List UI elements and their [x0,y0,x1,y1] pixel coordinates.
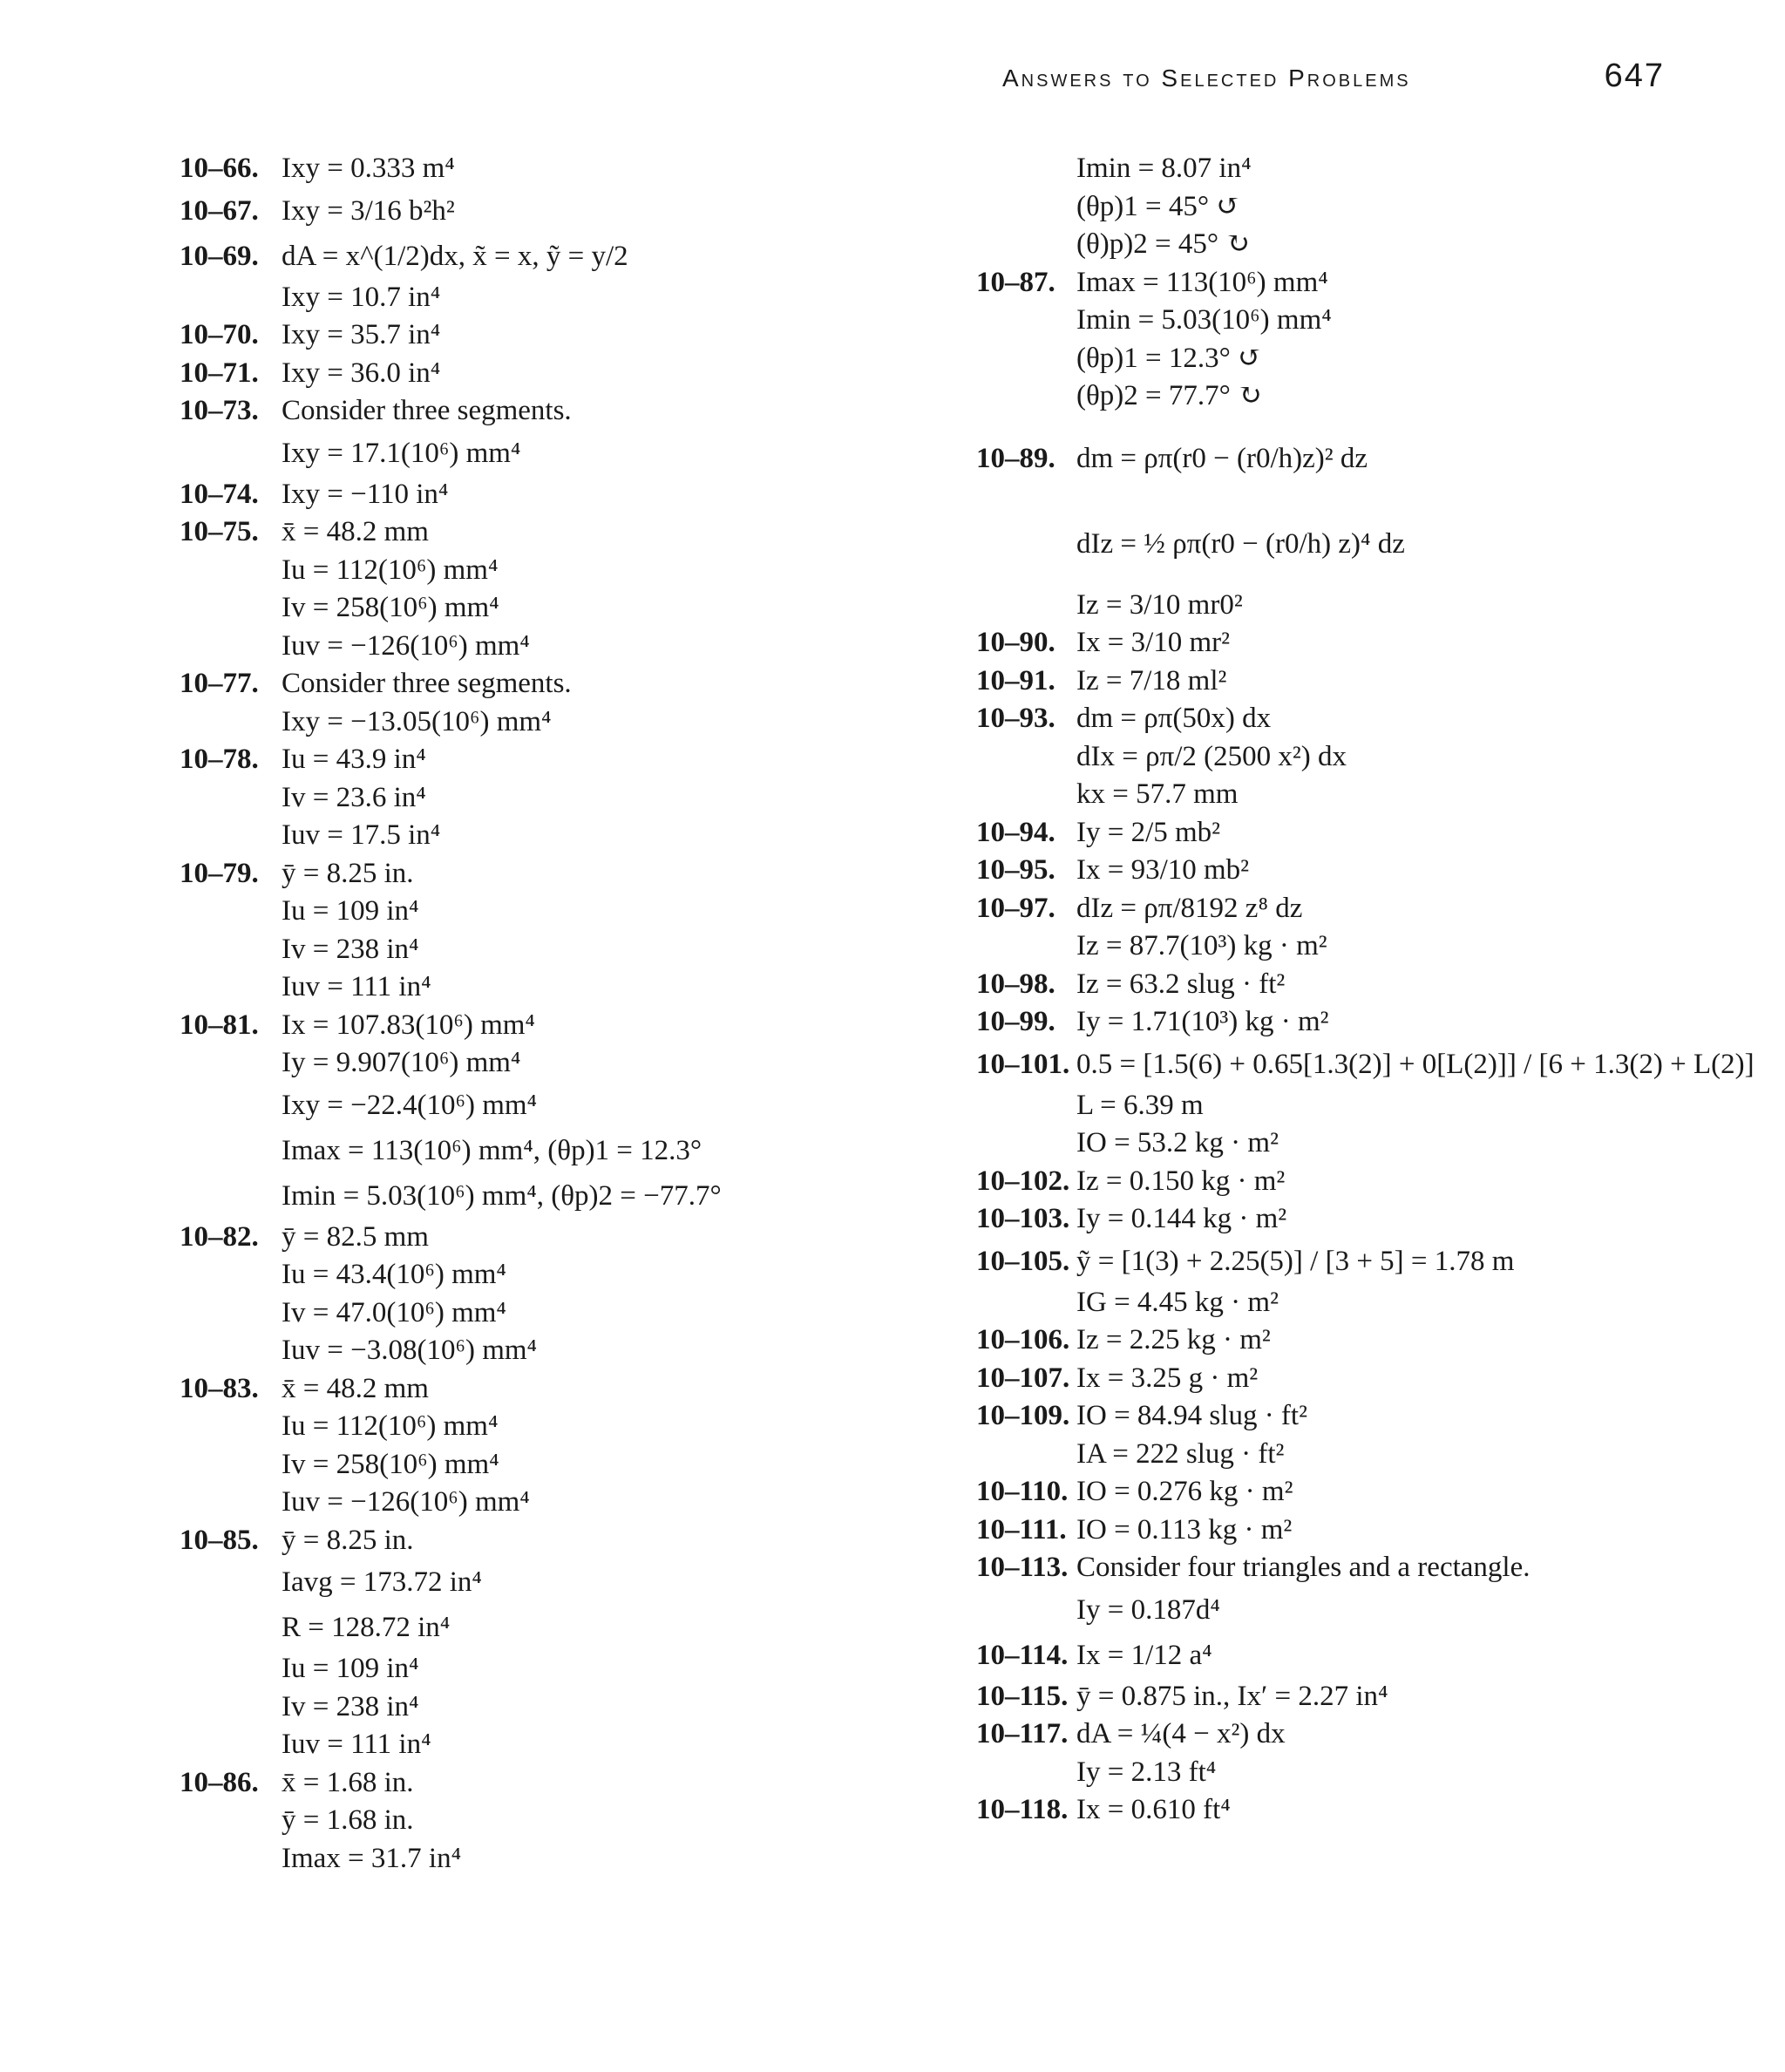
answer-row [976,1042,1761,1087]
answer-expression: Ixy = 10.7 in⁴ [282,281,441,313]
problem-number: 10–90. [976,627,1055,658]
answer-row [180,1802,964,1840]
answer-expression: Consider four triangles and a rectangle. [1076,1552,1530,1583]
answer-expression: Iuv = 111 in⁴ [282,971,431,1002]
answer-expression: Imax = 113(10⁶) mm⁴, (θp)1 = 12.3° [282,1134,702,1166]
answer-row [976,1715,1761,1754]
answer-row [976,1791,1761,1830]
answer-row [976,1473,1761,1512]
problem-number: 10–75. [180,516,259,547]
answer-row [180,476,964,514]
answer-expression: dm = ρπ(50x) dx [1076,703,1272,734]
problem-number: 10–87. [976,266,1055,298]
answer-expression: Consider three segments. [282,395,572,426]
problem-number: 10–111. [976,1513,1067,1546]
answer-row [976,624,1761,662]
answer-expression: Iuv = −3.08(10⁶) mm⁴ [282,1335,538,1366]
problem-number: 10–73. [180,395,259,426]
answer-row [976,1003,1761,1042]
problem-number: 10–86. [180,1766,259,1798]
problem-number: 10–110. [976,1476,1069,1507]
answer-expression: Consider three segments. [282,668,572,699]
answer-row [180,1219,964,1257]
problem-number: 10–81. [180,1009,259,1041]
answer-expression: dm = ρπ(r0 − (r0/h)z)² dz [1076,442,1368,474]
answer-expression: Iz = 63.2 slug · ft² [1076,968,1286,1000]
answer-row [976,1587,1761,1633]
answer-row [976,264,1761,302]
answer-expression: Iy = 1.71(10³) kg · m² [1076,1006,1329,1037]
problem-number: 10–109. [976,1400,1070,1431]
answer-expression: Iz = 3/10 mr0² [1076,588,1243,621]
answer-expression: Iu = 109 in⁴ [282,1653,419,1684]
answer-row [976,416,1761,501]
problem-number: 10–77. [180,668,259,699]
answer-row [180,1044,964,1083]
answer-row [180,188,964,234]
answer-row [976,738,1761,777]
answer-row [976,1124,1761,1163]
answer-expression: Ixy = −110 in⁴ [282,478,449,510]
answer-expression: (θ)p)2 = 45° ↻ [1076,228,1250,260]
answer-expression: x̄ = 48.2 mm [282,1372,429,1404]
answer-row [180,703,964,742]
problem-number: 10–114. [976,1639,1069,1671]
answer-expression: Imin = 5.03(10⁶) mm⁴ [1076,304,1332,336]
answer-row [976,302,1761,340]
problem-number: 10–83. [180,1372,259,1404]
answer-expression: Iv = 238 in⁴ [282,933,419,965]
answer-expression: Ixy = 3/16 b²h² [282,194,455,227]
answer-row [180,968,964,1007]
answer-expression: Ixy = 17.1(10⁶) mm⁴ [282,437,521,469]
problem-number: 10–93. [976,703,1055,734]
problem-number: 10–117. [976,1718,1069,1749]
answer-expression: Ixy = 35.7 in⁴ [282,319,441,350]
answer-expression: ȳ = 1.68 in. [282,1804,414,1836]
answer-expression: IO = 84.94 slug · ft² [1076,1400,1307,1431]
answer-expression: Iu = 109 in⁴ [282,895,419,927]
answer-expression: dIz = ρπ/8192 z⁸ dz [1076,892,1303,924]
answer-row [976,662,1761,701]
answer-expression: Iv = 23.6 in⁴ [282,781,426,813]
problem-number: 10–102. [976,1165,1070,1197]
problem-number: 10–107. [976,1362,1070,1394]
answer-expression: dA = ¼(4 − x²) dx [1076,1718,1286,1749]
answer-expression: dA = x^(1/2)dx, x̃ = x, ỹ = y/2 [282,240,628,272]
answer-expression: Iv = 238 in⁴ [282,1690,419,1722]
answer-row [180,931,964,969]
answer-expression: IO = 0.113 kg · m² [1076,1513,1293,1546]
answer-expression: Imax = 31.7 in⁴ [282,1842,462,1874]
answer-expression: Ix = 1/12 a⁴ [1076,1639,1212,1671]
answer-row [180,234,964,279]
answer-expression: Iv = 258(10⁶) mm⁴ [282,592,499,623]
answer-row [976,188,1761,227]
running-head [1002,58,1665,101]
problem-number: 10–74. [180,478,259,510]
answer-row [976,1360,1761,1398]
answer-row [976,890,1761,928]
answer-expression: Imin = 8.07 in⁴ [1076,153,1252,184]
answer-expression: Iv = 47.0(10⁶) mm⁴ [282,1296,506,1328]
answer-expression: Iu = 112(10⁶) mm⁴ [282,1410,499,1442]
answer-row [976,1163,1761,1201]
answer-expression: Iz = 2.25 kg · m² [1076,1324,1271,1355]
answer-row [976,1200,1761,1239]
answer-expression: Imin = 5.03(10⁶) mm⁴, (θp)2 = −77.7° [282,1179,722,1212]
answer-row [180,817,964,855]
answer-row [976,814,1761,853]
answer-expression: (θp)1 = 45° ↺ [1076,190,1240,222]
answer-row [976,1239,1761,1284]
answer-row [180,1522,964,1560]
problem-number: 10–118. [976,1794,1069,1825]
answer-row [976,852,1761,890]
answer-expression: IA = 222 slug · ft² [1076,1437,1285,1470]
answer-row [180,316,964,355]
answer-expression: IG = 4.45 kg · m² [1076,1286,1279,1318]
answer-expression: Iu = 112(10⁶) mm⁴ [282,554,499,586]
answer-expression: dIz = ½ ρπ(r0 − (r0/h) z)⁴ dz [1076,527,1405,560]
answers-left-column [180,150,964,1878]
answer-expression: (θp)1 = 12.3° ↺ [1076,342,1262,374]
problem-number: 10–101. [976,1048,1070,1080]
answer-row [180,1764,964,1803]
answer-expression: Iavg = 173.72 in⁴ [282,1566,482,1598]
answer-expression: ȳ = 8.25 in. [282,1524,414,1556]
answer-row [180,355,964,393]
answer-row [180,513,964,552]
answer-expression: Iy = 2/5 mb² [1076,816,1221,848]
answer-expression: Ixy = 0.333 m⁴ [282,153,455,184]
problem-number: 10–69. [180,240,259,272]
answer-row [976,150,1761,188]
answer-row [180,1840,964,1878]
answer-row [180,589,964,628]
answer-expression: Iz = 7/18 ml² [1076,664,1227,696]
answer-row [180,1726,964,1764]
answer-expression: Ixy = −22.4(10⁶) mm⁴ [282,1089,538,1121]
answer-expression: Iuv = 17.5 in⁴ [282,819,441,851]
answer-row [976,377,1761,416]
answer-row [180,779,964,818]
running-head-title: Answers to Selected Problems [1002,65,1411,92]
answer-row [180,665,964,703]
problem-number: 10–98. [976,968,1055,1000]
answer-expression: Iu = 43.4(10⁶) mm⁴ [282,1259,506,1290]
answer-expression: Iz = 87.7(10³) kg · m² [1076,930,1327,961]
problem-number: 10–89. [976,442,1055,474]
answer-row [976,1321,1761,1360]
answer-row [180,1332,964,1370]
answer-row [976,1284,1761,1322]
answer-expression: ȳ = 8.25 in. [282,857,414,889]
answer-row [180,1173,964,1219]
answer-row [180,1370,964,1409]
answer-expression: Iuv = −126(10⁶) mm⁴ [282,629,530,662]
answer-expression: Imax = 113(10⁶) mm⁴ [1076,266,1328,298]
answer-expression: IO = 53.2 kg · m² [1076,1127,1279,1158]
answer-expression: Ix = 93/10 mb² [1076,854,1250,886]
problem-number: 10–78. [180,744,259,775]
answer-row [180,1256,964,1294]
answer-expression: Ix = 3/10 mr² [1076,627,1231,658]
answer-expression: Ix = 0.610 ft⁴ [1076,1794,1231,1825]
problem-number: 10–97. [976,892,1055,924]
answer-row [976,966,1761,1004]
answer-row [976,1549,1761,1587]
problem-number: 10–106. [976,1324,1070,1355]
answer-row [976,1397,1761,1436]
answer-expression: R = 128.72 in⁴ [282,1612,451,1643]
problem-number: 10–103. [976,1203,1070,1234]
problem-number: 10–82. [180,1220,259,1253]
problem-number: 10–94. [976,816,1055,848]
problem-number: 10–99. [976,1006,1055,1037]
problem-number: 10–85. [180,1524,259,1556]
answer-row [180,552,964,590]
answer-expression: Iz = 0.150 kg · m² [1076,1165,1286,1197]
answer-row [180,1605,964,1650]
problem-number: 10–95. [976,854,1055,886]
answer-expression: Iy = 9.907(10⁶) mm⁴ [282,1047,521,1078]
problem-number: 10–70. [180,319,259,350]
answer-row [976,1436,1761,1474]
answer-expression: L = 6.39 m [1076,1089,1204,1121]
answer-expression: Iv = 258(10⁶) mm⁴ [282,1448,499,1480]
answer-row [976,776,1761,814]
answer-expression: Iy = 0.144 kg · m² [1076,1203,1287,1234]
answer-row [180,431,964,476]
answer-expression: x̄ = 1.68 in. [282,1766,414,1798]
answer-row [180,741,964,779]
answer-row [180,628,964,666]
answer-row [976,501,1761,587]
page-number: 647 [1604,58,1665,94]
answer-row [976,587,1761,625]
answer-expression: Ixy = −13.05(10⁶) mm⁴ [282,705,552,737]
problem-number: 10–91. [976,664,1055,696]
answer-expression: ỹ = [1(3) + 2.25(5)] / [3 + 5] = 1.78 m [1076,1245,1515,1277]
answer-expression: dIx = ρπ/2 (2500 x²) dx [1076,740,1347,772]
answer-row [180,1408,964,1446]
answer-row [976,700,1761,738]
answer-row [976,1678,1761,1716]
problem-number: 10–71. [180,357,259,389]
answer-expression: x̄ = 48.2 mm [282,516,429,547]
answer-expression: ȳ = 82.5 mm [282,1220,429,1253]
answer-expression: Ixy = 36.0 in⁴ [282,357,441,389]
answer-expression: IO = 0.276 kg · m² [1076,1476,1293,1507]
answer-row [180,1688,964,1727]
answer-row [180,392,964,431]
answer-expression: Iuv = −126(10⁶) mm⁴ [282,1486,530,1518]
answer-row [180,1007,964,1045]
problem-number: 10–67. [180,194,259,227]
answer-row [976,1633,1761,1678]
answer-expression: Iu = 43.9 in⁴ [282,744,426,775]
answer-row [976,1087,1761,1125]
problem-number: 10–115. [976,1680,1069,1712]
answer-expression: ȳ = 0.875 in., Ix′ = 2.27 in⁴ [1076,1680,1388,1712]
answer-row [180,1446,964,1484]
answers-right-column [976,150,1761,1830]
problem-number: 10–66. [180,153,259,184]
answer-row [180,1083,964,1128]
answer-expression: 0.5 = [1.5(6) + 0.65[1.3(2)] + 0[L(2)]] / [6 + 1.3(2) + L(2)] [1076,1048,1754,1080]
answer-expression: Iuv = 111 in⁴ [282,1729,431,1760]
answer-expression: kx = 57.7 mm [1076,778,1239,810]
problem-number: 10–113. [976,1552,1069,1583]
answer-row [180,855,964,893]
answer-expression: Ix = 3.25 g · m² [1076,1362,1259,1394]
answer-row [976,226,1761,264]
answer-row [180,1559,964,1605]
answer-row [976,1512,1761,1550]
answer-row [180,279,964,317]
answer-row [976,1754,1761,1792]
problem-number: 10–79. [180,857,259,889]
answer-expression: Ix = 107.83(10⁶) mm⁴ [282,1009,535,1041]
answer-expression: Iy = 0.187d⁴ [1076,1593,1220,1626]
answer-row [180,893,964,931]
answer-row [976,927,1761,966]
answer-row [180,1484,964,1522]
answer-row [180,150,964,188]
answer-expression: (θp)2 = 77.7° ↻ [1076,380,1262,411]
answer-row [180,1294,964,1333]
answer-row [180,1650,964,1688]
answer-expression: Iy = 2.13 ft⁴ [1076,1756,1217,1788]
answer-row [976,340,1761,378]
problem-number: 10–105. [976,1245,1070,1277]
answer-row [180,1128,964,1173]
